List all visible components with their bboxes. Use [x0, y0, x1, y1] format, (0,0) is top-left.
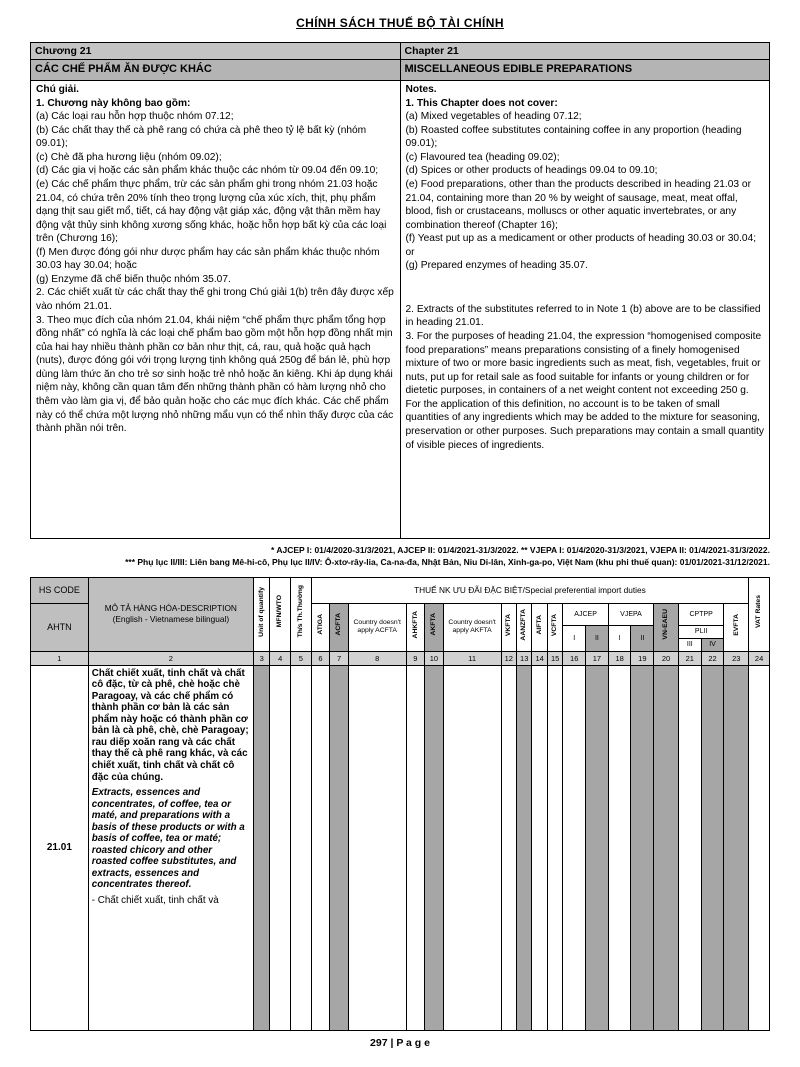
vkfta-column-header — [501, 603, 516, 651]
notes-vi-item-g: (g) Enzyme đã chế biến thuộc nhóm 35.07. — [36, 273, 231, 285]
vjepa-period-i-header: I — [608, 625, 631, 651]
page-footer — [30, 1037, 770, 1049]
column-number-13: 13 — [516, 651, 531, 665]
vjepa-group-header: VJEPA — [608, 603, 653, 625]
cptpp-group-header: CPTPP — [678, 603, 723, 625]
column-number-7: 7 — [330, 651, 349, 665]
column-number-17: 17 — [586, 651, 609, 665]
notes-en-heading: Notes. — [405, 84, 437, 95]
atiga-column-header — [311, 603, 330, 651]
aanzfta-column-header — [516, 603, 531, 651]
rate-cell-acfta — [330, 665, 349, 1030]
cptpp-annex-iii-header: III — [678, 638, 701, 651]
column-number-11: 11 — [443, 651, 501, 665]
cptpp-annex-iv-header: IV — [701, 638, 724, 651]
unit-column-header — [253, 577, 270, 651]
chapter-notes-row — [31, 81, 770, 539]
akfta-column-header — [425, 603, 444, 651]
vn-eaeu-column-label: VN-EAEU — [662, 609, 670, 640]
description-continuation: - Chất chiết xuất, tinh chất và — [91, 895, 219, 907]
hs-code-header: HS CODE — [31, 577, 89, 603]
chapter-title-row — [31, 60, 770, 81]
chapter-number-row — [31, 43, 770, 60]
description-cell — [88, 665, 253, 1030]
mfn-column-header — [270, 577, 291, 651]
rate-cell-cptpp-iv — [701, 665, 724, 1030]
notes-vi-note3: 3. Theo mục đích của nhóm 21.04, khái niệm “chế phẩm thực phẩm tổng hợp đồng nhất” có nghĩa là các loại chế phẩm bao gồm một hỗn hợp đồng nhất mịn của hai hay nhiều thành phần cơ bản như thịt, cá, rau, quả hoặc quả hạch (nuts), được đóng gói với trọng lượng tịnh không quá 250g để bán lẻ, phù hợp dùng làm thức ăn cho trẻ sơ sinh hoặc trẻ nhỏ hoặc ăn kiêng. Khi áp dụng khái niệm này, không cần quan tâm đến những thành phần có hàm lượng nhỏ cho thêm vào làm gia vị, để bảo quản hoặc cho các mục đích khác. Các chế phẩm này có thể chứa một lượng nhỏ những mẩu vụn có thể nhìn thấy được của các thành phần nói trên. — [36, 314, 394, 435]
ahtn-header: AHTN — [31, 603, 89, 651]
hs-code-cell: 21.01 — [31, 665, 89, 1030]
vkfta-column-label: VKFTA — [505, 613, 512, 636]
notes-vi-item-b: (b) Các chất thay thế cà phê rang có chứa cà phê theo tỷ lệ bất kỳ (nhóm 09.01); — [36, 124, 367, 150]
table-row — [31, 665, 770, 1030]
acfta-column-header — [330, 603, 349, 651]
notes-vi-item-e: (e) Các chế phẩm thực phẩm, trừ các sản phẩm ghi trong nhóm 21.03 hoặc 21.04, có chứa trên 20% tính theo trọng lượng của xúc xích, thịt, phụ phẩm dạng thịt sau giết mổ, tiết, cá hay động vật giáp xác, động vật thân mềm hay động vật thủy sinh không xương sống khác, hoặc hỗn hợp bất kỳ của các loại trên (Chương 16); — [36, 178, 387, 245]
rate-cell-cptpp-iii — [678, 665, 701, 1030]
column-number-24: 24 — [749, 651, 770, 665]
column-number-2: 2 — [88, 651, 253, 665]
no-akfta-column-header: Country doesn't apply AKFTA — [443, 603, 501, 651]
page-number: 297 — [370, 1036, 388, 1049]
vcfta-column-label: VCFTA — [551, 613, 559, 636]
ahkfta-column-header — [406, 603, 425, 651]
column-numbers-row — [31, 651, 770, 665]
vcfta-column-header — [547, 603, 562, 651]
chapter-title-en: MISCELLANEOUS EDIBLE PREPARATIONS — [400, 60, 770, 81]
document-header-title: CHÍNH SÁCH THUẾ BỘ TÀI CHÍNH — [296, 16, 504, 30]
column-number-3: 3 — [253, 651, 270, 665]
tariff-header-row-1 — [31, 577, 770, 603]
footnotes — [30, 544, 770, 569]
notes-en-intro: 1. This Chapter does not cover: — [405, 97, 558, 109]
page-footer-suffix: | P a g e — [390, 1036, 430, 1049]
mfn-column-label: MFN/WTO — [276, 595, 284, 628]
rate-cell-vjepa-i — [608, 665, 631, 1030]
column-number-23: 23 — [724, 651, 749, 665]
notes-vi-item-a: (a) Các loại rau hỗn hợp thuộc nhóm 07.12; — [36, 111, 234, 123]
rate-cell-ordinary — [291, 665, 312, 1030]
rate-cell-evfta — [724, 665, 749, 1030]
column-number-1: 1 — [31, 651, 89, 665]
atiga-column-label: ATIGA — [316, 614, 324, 635]
aifta-column-label: AIFTA — [535, 614, 543, 635]
rate-cell-no-akfta — [443, 665, 501, 1030]
notes-en-item-e: (e) Food preparations, other than the products described in heading 21.03 or 21.04, containing more than 20 % by weight of sausage, meat, meat offal, blood, fish or crustaceans, molluscs or other aquatic invertebrates, or any combination thereof (Chapter 16); — [405, 178, 751, 231]
vn-eaeu-column-header — [654, 603, 679, 651]
ordinary-rate-column-label: Th/s Th.Thường — [297, 585, 305, 638]
rate-cell-vn-eaeu — [654, 665, 679, 1030]
description-header — [88, 577, 253, 651]
description-header-line1: MÔ TẢ HÀNG HÓA-DESCRIPTION — [104, 603, 237, 614]
unit-column-label: Unit of quantify — [257, 586, 265, 637]
ahkfta-column-label: AHKFTA — [411, 610, 419, 639]
rate-cell-vkfta — [501, 665, 516, 1030]
notes-en-item-f: (f) Yeast put up as a medicament or other products of heading 30.03 or 30.04; or — [405, 233, 757, 258]
tariff-table — [30, 577, 770, 1031]
footnote-line-2: *** Phụ lục II/III: Liên bang Mê-hi-cô, Phụ lục II/IV: Ô-xtơ-rây-lia, Ca-na-đa, Nhật Bản, Niu Di-lân, Xinh-ga-po, Việt Nam (khu phi thuế quan): 01/01/2021-31/12/2021. — [125, 557, 770, 568]
column-number-9: 9 — [406, 651, 425, 665]
notes-en-note2: 2. Extracts of the substitutes referred to in Note 1 (b) above are to be classified in heading 21.01. — [405, 303, 761, 329]
notes-en-note3: 3. For the purposes of heading 21.04, the expression “homogenised composite food preparations” means preparations consisting of a finely homogenised mixture of two or more basic ingredients such as meat, fish, vegetables, fruit or nuts, put up for retail sale as food suitable for infants or young children or for dietetic purposes, in containers of a net weight content not exceeding 250 g. For the application of this definition, no account is to be taken of small quantities of any ingredients which may be added to the mixture for seasoning, preservation or other purposes. Such preparations may contain a small quantity of visible pieces of ingredients. — [405, 331, 764, 451]
cptpp-plii-header: PLII — [678, 625, 723, 638]
description-vietnamese: Chất chiết xuất, tinh chất và chất cô đặc, từ cà phê, chè hoặc chè Paragoay, và các chế phẩm có thành phần cơ bản là các sản phẩm này hoặc có thành phần cơ bản là cà phê, chè, chè Paragoay; rau diếp xoăn rang và các chất thay thế cà phê rang khác, và các chiết xuất, tinh chất và chất cô đặc của chúng. — [91, 667, 249, 783]
notes-vi-item-c: (c) Chè đã pha hương liệu (nhóm 09.02); — [36, 151, 222, 163]
ajcep-period-i-header: I — [563, 625, 586, 651]
notes-en-item-c: (c) Flavoured tea (heading 09.02); — [405, 151, 560, 163]
chapter-notes-table — [30, 42, 770, 539]
notes-vi-heading: Chú giải. — [36, 84, 80, 95]
column-number-16: 16 — [563, 651, 586, 665]
description-english: Extracts, essences and concentrates, of coffee, tea or maté, and preparations with a basis of these products or with a basis of coffee, tea or maté; roasted chicory and other roasted coffee substitutes, and extracts, essences and concentrates thereof. — [91, 787, 245, 891]
aifta-column-header — [532, 603, 547, 651]
notes-vi-item-f: (f) Men được đóng gói như dược phẩm hay các sản phẩm khác thuộc nhóm 30.03 hay 30.04; hoặc — [36, 246, 380, 272]
column-number-18: 18 — [608, 651, 631, 665]
ajcep-group-header: AJCEP — [563, 603, 608, 625]
notes-en-item-a: (a) Mixed vegetables of heading 07.12; — [405, 111, 582, 123]
acfta-column-label: ACFTA — [335, 613, 343, 636]
rate-cell-atiga — [311, 665, 330, 1030]
notes-en-item-b: (b) Roasted coffee substitutes containing coffee in any proportion (heading 09.01); — [405, 124, 742, 150]
chapter-label-vi: Chương 21 — [31, 43, 401, 60]
column-number-6: 6 — [311, 651, 330, 665]
rate-cell-ahkfta — [406, 665, 425, 1030]
special-preferential-header: THUẾ NK ƯU ĐÃI ĐẶC BIỆT/Special preferential import duties — [311, 577, 748, 603]
no-acfta-column-header: Country doesn't apply ACFTA — [348, 603, 406, 651]
notes-vi-note2: 2. Các chiết xuất từ các chất thay thế ghi trong Chú giải 1(b) trên đây được xếp vào nhóm 21.01. — [36, 287, 394, 312]
chapter-title-vi: CÁC CHẾ PHẨM ĂN ĐƯỢC KHÁC — [31, 60, 401, 81]
evfta-column-header — [724, 603, 749, 651]
notes-en-item-g: (g) Prepared enzymes of heading 35.07. — [405, 260, 588, 272]
rate-cell-aanzfta — [516, 665, 531, 1030]
notes-column-vi — [31, 81, 401, 539]
rate-cell-vcfta — [547, 665, 562, 1030]
vjepa-period-ii-header: II — [631, 625, 654, 651]
column-number-20: 20 — [654, 651, 679, 665]
column-number-5: 5 — [291, 651, 312, 665]
footnote-line-1: * AJCEP I: 01/4/2020-31/3/2021, AJCEP II: 01/4/2021-31/3/2022. ** VJEPA I: 01/4/2020-31/3/2021, VJEPA II: 01/4/2021-31/3/2022. — [270, 545, 770, 555]
rate-cell-ajcep-i — [563, 665, 586, 1030]
column-number-10: 10 — [425, 651, 444, 665]
column-number-4: 4 — [270, 651, 291, 665]
evfta-column-label: EVFTA — [732, 613, 740, 636]
rate-cell-akfta — [425, 665, 444, 1030]
rate-cell-ajcep-ii — [586, 665, 609, 1030]
rate-cell-vat — [749, 665, 770, 1030]
column-number-22: 22 — [701, 651, 724, 665]
column-number-12: 12 — [501, 651, 516, 665]
description-header-line2: (English - Vietnamese bilingual) — [112, 614, 230, 625]
akfta-column-label: AKFTA — [430, 613, 438, 636]
notes-vi-item-d: (d) Các gia vị hoặc các sản phẩm khác thuộc các nhóm từ 09.04 đến 09.10; — [36, 165, 379, 177]
chapter-label-en: Chapter 21 — [400, 43, 770, 60]
rate-cell-unit — [253, 665, 270, 1030]
vat-column-label: VAT Rates — [755, 595, 763, 629]
column-number-8: 8 — [348, 651, 406, 665]
column-number-14: 14 — [532, 651, 547, 665]
column-number-15: 15 — [547, 651, 562, 665]
column-number-19: 19 — [631, 651, 654, 665]
column-number-21: 21 — [678, 651, 701, 665]
rate-cell-no-acfta — [348, 665, 406, 1030]
notes-vi-intro: 1. Chương này không bao gồm: — [36, 97, 191, 109]
aanzfta-column-label: AANZFTA — [520, 608, 528, 641]
notes-en-item-d: (d) Spices or other products of headings 09.04 to 09.10; — [405, 165, 658, 177]
rate-cell-aifta — [532, 665, 547, 1030]
ordinary-rate-column-header — [291, 577, 312, 651]
rate-cell-mfn — [270, 665, 291, 1030]
ajcep-period-ii-header: II — [586, 625, 609, 651]
notes-column-en — [400, 81, 770, 539]
vat-column-header — [749, 577, 770, 651]
rate-cell-vjepa-ii — [631, 665, 654, 1030]
